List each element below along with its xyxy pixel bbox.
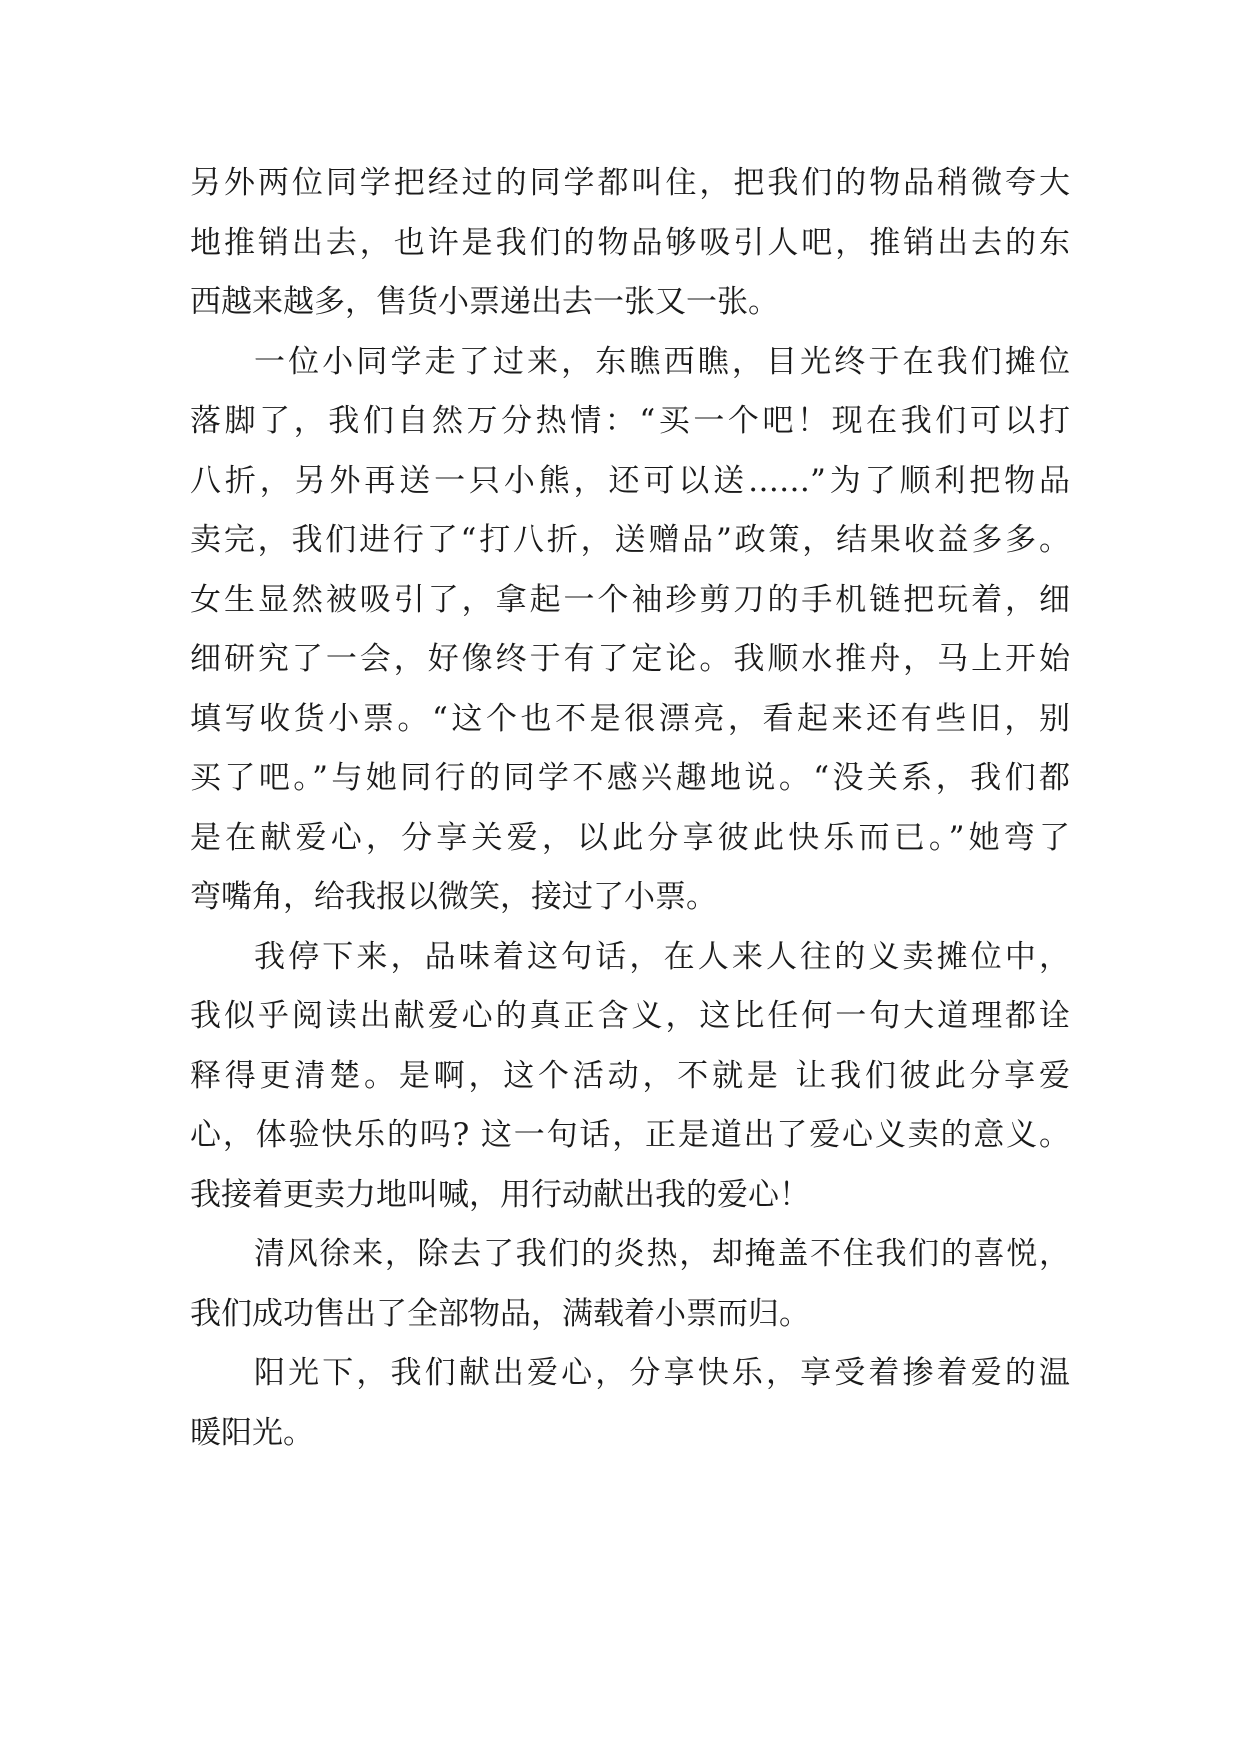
paragraph-line: 卖完，我们进行了“打八折，送赠品”政策，结果收益多多。 bbox=[190, 522, 1070, 558]
paragraph-line: 西越来越多，售货小票递出去一张又一张。 bbox=[190, 284, 779, 320]
paragraph-line: 是在献爱心，分享关爱，以此分享彼此快乐而已。”她弯了 bbox=[190, 819, 1070, 856]
document-body bbox=[190, 154, 1070, 1463]
paragraph-line: 清风徐来，除去了我们的炎热，却掩盖不住我们的喜悦， bbox=[254, 1236, 1070, 1272]
paragraph-line: 八折，另外再送一只小熊，还可以送……”为了顺利把物品 bbox=[190, 462, 1070, 499]
paragraph-line: 心，体验快乐的吗? 这一句话，正是道出了爱心义卖的意义。 bbox=[190, 1117, 1070, 1153]
paragraph-line: 暖阳光。 bbox=[190, 1414, 314, 1451]
paragraph-line: 我停下来，品味着这句话，在人来人往的义卖摊位中， bbox=[254, 938, 1070, 975]
paragraph-line: 填写收货小票。“这个也不是很漂亮，看起来还有些旧，别 bbox=[190, 700, 1070, 737]
paragraph-line: 另外两位同学把经过的同学都叫住，把我们的物品稍微夸大 bbox=[190, 165, 1070, 201]
paragraph-line: 细研究了一会，好像终于有了定论。我顺水推舟，马上开始 bbox=[190, 641, 1070, 677]
paragraph-line: 我们成功售出了全部物品，满载着小票而归。 bbox=[190, 1295, 810, 1332]
paragraph-line: 阳光下，我们献出爱心，分享快乐，享受着掺着爱的温 bbox=[254, 1355, 1070, 1391]
paragraph-line: 一位小同学走了过来，东瞧西瞧，目光终于在我们摊位 bbox=[254, 343, 1070, 380]
paragraph-line: 落脚了，我们自然万分热情：“买一个吧！现在我们可以打 bbox=[190, 403, 1070, 439]
paragraph-line: 买了吧。”与她同行的同学不感兴趣地说。“没关系，我们都 bbox=[190, 760, 1070, 796]
paragraph-2 bbox=[190, 333, 1070, 928]
paragraph-line: 释得更清楚。是啊，这个活动，不就是 让我们彼此分享爱 bbox=[190, 1057, 1070, 1094]
paragraph-line: 弯嘴角，给我报以微笑，接过了小票。 bbox=[190, 879, 717, 915]
paragraph-line: 我似乎阅读出献爱心的真正含义，这比任何一句大道理都诠 bbox=[190, 998, 1070, 1034]
paragraph-line: 女生显然被吸引了，拿起一个袖珍剪刀的手机链把玩着，细 bbox=[190, 581, 1070, 618]
paragraph-line: 地推销出去，也许是我们的物品够吸引人吧，推销出去的东 bbox=[190, 224, 1070, 261]
paragraph-line: 我接着更卖力地叫喊，用行动献出我的爱心！ bbox=[190, 1176, 810, 1213]
paragraph-4 bbox=[190, 1225, 1070, 1344]
paragraph-5 bbox=[190, 1344, 1070, 1463]
paragraph-3 bbox=[190, 928, 1070, 1226]
paragraph-1 bbox=[190, 154, 1070, 333]
